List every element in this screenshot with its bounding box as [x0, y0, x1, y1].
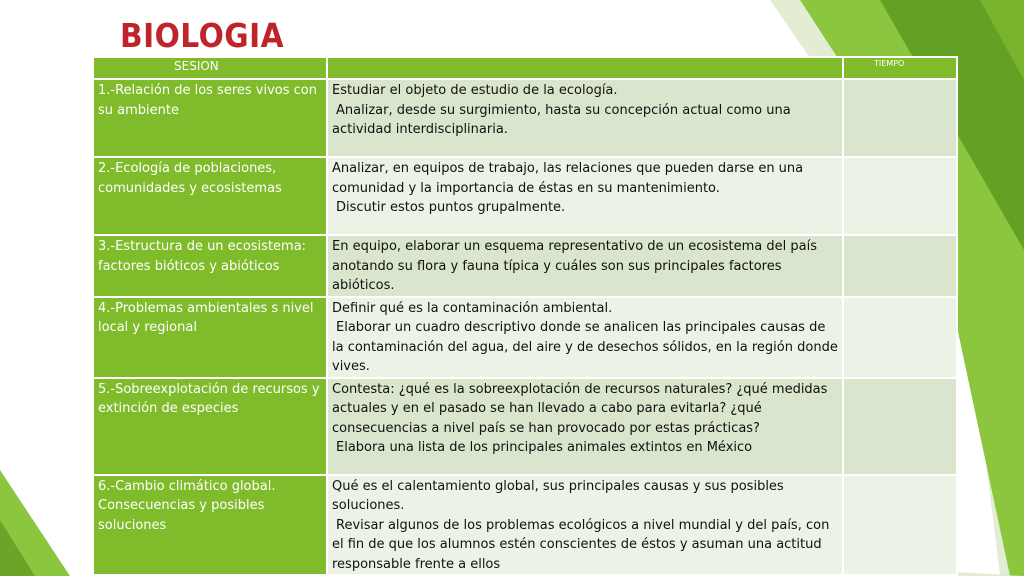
header-tiempo: TIEMPO — [843, 57, 957, 79]
activity-cell — [327, 297, 843, 378]
session-cell: 5.-Sobreexplotación de recursos y extinción de especies — [93, 378, 327, 475]
time-cell — [843, 378, 957, 475]
activity-cell — [327, 475, 843, 576]
activity-cell — [327, 79, 843, 157]
slide-title: BIOLOGIA — [120, 16, 285, 55]
activity-line: Analizar, en equipos de trabajo, las relaciones que pueden darse en una comunidad y la importancia de éstas en su mantenimiento. — [332, 161, 804, 196]
activity-line: Definir qué es la contaminación ambiental. — [332, 300, 613, 316]
activity-line: Qué es el calentamiento global, sus principales causas y sus posibles soluciones. — [332, 478, 784, 513]
activity-line: En equipo, elaborar un esquema representativo de un ecosistema del país anotando su flora y fauna típica y cuáles son sus principales factores abióticos. — [332, 239, 817, 293]
activity-line: Elabora una lista de los principales animales extintos en México — [336, 440, 753, 455]
activity-cell — [327, 378, 843, 475]
session-cell: 1.-Relación de los seres vivos con su ambiente — [93, 79, 327, 157]
sessions-table — [92, 56, 958, 576]
session-cell: 3.-Estructura de un ecosistema: factores bióticos y abióticos — [93, 235, 327, 297]
table-header-row — [93, 57, 957, 79]
header-activity — [327, 57, 843, 79]
table-row — [93, 157, 957, 235]
table-row — [93, 79, 957, 157]
session-cell: 2.-Ecología de poblaciones, comunidades y ecosistemas — [93, 157, 327, 235]
activity-line: Revisar algunos de los problemas ecológicos a nivel mundial y del país, con el fin de que los alumnos estén conscientes de éstos y asuman una actitud responsable frente a ellos — [332, 517, 830, 572]
time-cell — [843, 157, 957, 235]
activity-cell — [327, 157, 843, 235]
activity-line: Contesta: ¿qué es la sobreexplotación de recursos naturales? ¿qué medidas actuales y en el pasado se han llevado a cabo para evitarla? ¿qué consecuencias a nivel país se han provocado por estas prácticas? — [332, 381, 828, 436]
table-row — [93, 235, 957, 297]
session-cell: 4.-Problemas ambientales s nivel local y regional — [93, 297, 327, 378]
time-cell — [843, 475, 957, 576]
activity-line: Analizar, desde su surgimiento, hasta su concepción actual como una actividad interdisciplinaria. — [332, 102, 791, 137]
time-cell — [843, 235, 957, 297]
header-sesion: SESION — [93, 57, 327, 79]
activity-cell — [327, 235, 843, 297]
activity-line: Estudiar el objeto de estudio de la ecología. — [332, 83, 618, 98]
table-row — [93, 475, 957, 576]
time-cell — [843, 79, 957, 157]
table-row — [93, 378, 957, 475]
time-cell — [843, 297, 957, 378]
table-row — [93, 297, 957, 378]
session-cell: 6.-Cambio climático global. Consecuencias y posibles soluciones — [93, 475, 327, 576]
activity-line: Discutir estos puntos grupalmente. — [336, 200, 566, 215]
activity-line: Elaborar un cuadro descriptivo donde se analicen las principales causas de la contaminación del agua, del aire y de desechos sólidos, en la región donde vives. — [332, 320, 838, 374]
